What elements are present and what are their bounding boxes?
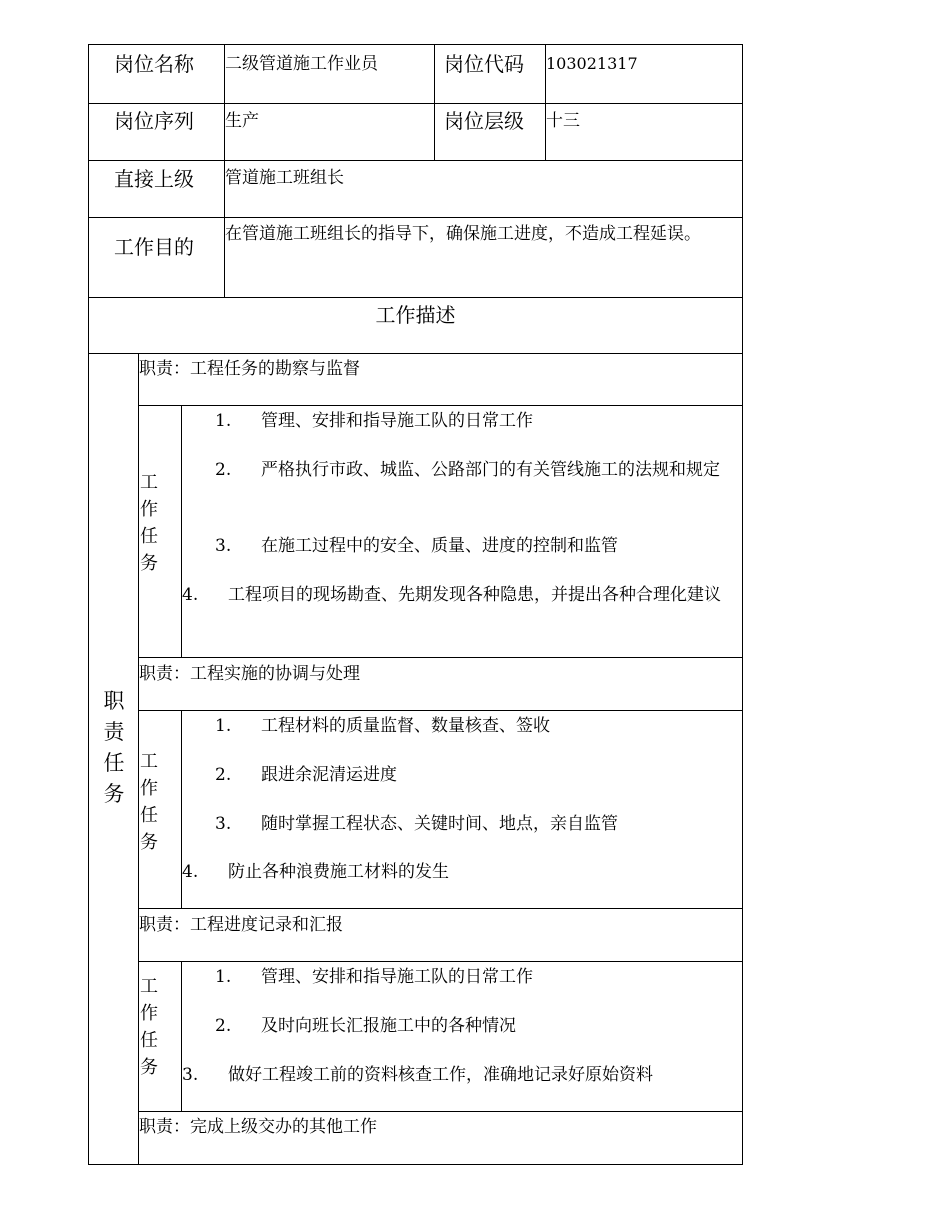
task-text: 及时向班长汇报施工中的各种情况	[261, 1016, 516, 1036]
purpose-value: 在管道施工班组长的指导下，确保施工进度，不造成工程延误。	[225, 224, 701, 244]
row-divider	[88, 217, 743, 218]
post-name-label: 岗位名称	[114, 52, 194, 76]
task-side-char: 工	[140, 976, 158, 997]
duty-side-label	[102, 686, 126, 810]
duty-side-char: 务	[103, 782, 125, 806]
duty-side-char: 责	[103, 720, 125, 744]
task-item	[182, 1063, 738, 1087]
task-text: 工程项目的现场勘查、先期发现各种隐患，并提出各种合理化建议	[228, 585, 721, 605]
row-divider	[88, 103, 743, 104]
task-text: 工程材料的质量监督、数量核查、签收	[261, 716, 550, 736]
task-number: 1.	[215, 716, 232, 736]
row-divider	[138, 657, 743, 658]
task-text: 防止各种浪费施工材料的发生	[228, 862, 449, 882]
task-side-char: 务	[140, 832, 158, 853]
post-series-value: 生产	[225, 111, 259, 131]
task-number: 2.	[215, 765, 232, 785]
row-divider	[88, 353, 743, 354]
task-side-char: 工	[140, 751, 158, 772]
row-divider	[138, 405, 743, 406]
duty-side-char: 职	[103, 689, 125, 713]
border-bottom	[88, 1164, 743, 1165]
row-divider	[88, 160, 743, 161]
task-item	[215, 714, 735, 738]
task-side-label	[139, 973, 159, 1081]
task-number: 1.	[215, 411, 232, 431]
duty-title: 职责：工程进度记录和汇报	[139, 915, 343, 935]
task-side-label	[139, 469, 159, 577]
superior-value: 管道施工班组长	[225, 168, 344, 188]
task-item	[182, 860, 738, 884]
border-top	[88, 44, 743, 45]
task-side-char: 任	[140, 1030, 158, 1051]
task-side-char: 工	[140, 472, 158, 493]
task-column-divider	[181, 405, 182, 657]
duty-title: 职责：工程实施的协调与处理	[139, 664, 360, 684]
row-divider	[138, 961, 743, 962]
task-side-char: 任	[140, 805, 158, 826]
task-side-char: 务	[140, 1057, 158, 1078]
task-side-label	[139, 748, 159, 856]
task-number: 1.	[215, 967, 232, 987]
row-divider	[138, 1111, 743, 1112]
description-title: 工作描述	[375, 303, 456, 327]
border-right	[742, 44, 743, 1165]
job-description-table	[88, 44, 743, 1165]
task-item	[182, 582, 738, 608]
task-item	[215, 1014, 735, 1038]
post-code-label: 岗位代码	[444, 52, 524, 76]
post-code-value: 103021317	[546, 54, 638, 73]
task-side-char: 作	[140, 499, 158, 520]
duty-title: 职责：工程任务的勘察与监督	[139, 359, 360, 379]
task-item	[215, 812, 735, 836]
task-number: 3.	[215, 814, 232, 834]
task-item	[215, 965, 735, 989]
superior-label: 直接上级	[114, 167, 194, 191]
task-item	[215, 457, 735, 483]
row-divider	[88, 297, 743, 298]
task-text: 管理、安排和指导施工队的日常工作	[261, 967, 533, 987]
task-column-divider	[181, 961, 182, 1111]
task-text: 做好工程竣工前的资料核查工作，准确地记录好原始资料	[228, 1065, 653, 1085]
task-side-char: 务	[140, 553, 158, 574]
post-series-label: 岗位序列	[114, 109, 194, 133]
border-left	[88, 44, 89, 1165]
task-text: 管理、安排和指导施工队的日常工作	[261, 411, 533, 431]
task-text: 跟进余泥清运进度	[261, 765, 397, 785]
task-side-char: 作	[140, 1003, 158, 1024]
post-level-label: 岗位层级	[444, 109, 524, 133]
col-divider	[434, 44, 435, 160]
task-number: 4.	[182, 862, 199, 882]
task-side-char: 作	[140, 778, 158, 799]
post-name-value: 二级管道施工作业员	[225, 54, 378, 74]
duty-title: 职责：完成上级交办的其他工作	[139, 1117, 377, 1137]
task-number: 2.	[215, 1016, 232, 1036]
task-item	[215, 534, 735, 558]
purpose-label: 工作目的	[114, 235, 194, 259]
task-side-char: 任	[140, 526, 158, 547]
row-divider	[138, 908, 743, 909]
row-divider	[138, 710, 743, 711]
duty-side-char: 任	[103, 751, 125, 775]
task-number: 3.	[215, 536, 232, 556]
task-item	[215, 763, 735, 787]
task-item	[215, 409, 735, 433]
task-number: 4.	[182, 585, 199, 605]
task-number: 2.	[215, 460, 232, 480]
task-number: 3.	[182, 1065, 199, 1085]
post-level-value: 十三	[546, 111, 580, 131]
task-text: 在施工过程中的安全、质量、进度的控制和监管	[261, 536, 618, 556]
task-text: 随时掌握工程状态、关键时间、地点，亲自监管	[261, 814, 618, 834]
task-text: 严格执行市政、城监、公路部门的有关管线施工的法规和规定	[261, 460, 720, 480]
